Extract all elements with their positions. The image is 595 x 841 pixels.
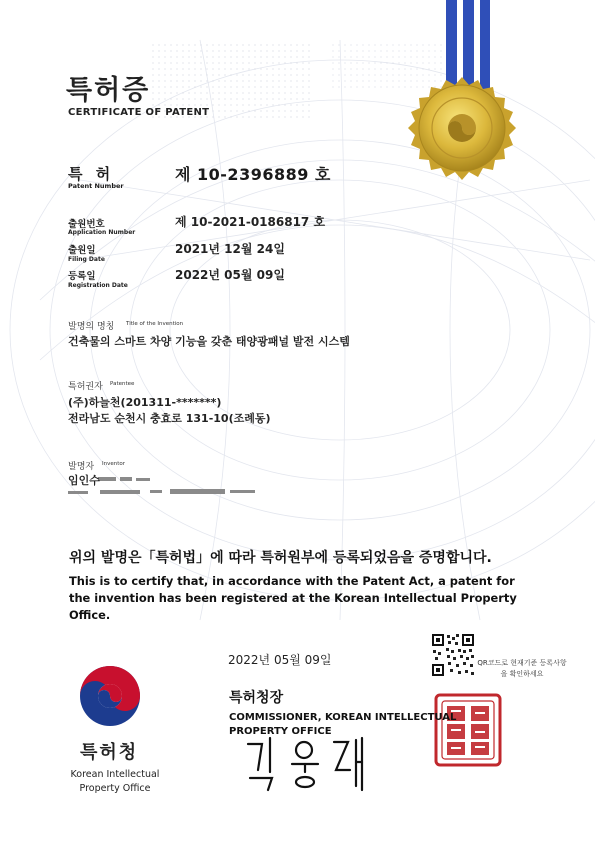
issue-date: 2022년 05월 09일 — [228, 653, 332, 667]
application-number-value: 제 10-2021-0186817 호 — [175, 215, 326, 229]
patentee-address: 전라남도 순천시 충효로 131-10(조례동) — [68, 412, 271, 425]
filing-date-label-en: Filing Date — [68, 256, 105, 263]
certificate-title: 특허증 — [66, 75, 151, 106]
patent-number-label-en: Patent Number — [68, 182, 124, 190]
invention-title-label: 발명의 명칭 — [68, 322, 115, 332]
application-number-label-en: Application Number — [68, 229, 136, 236]
invention-title-label-en: Title of the Invention — [126, 321, 184, 327]
inventor-name: 임인수 — [68, 474, 100, 487]
registration-date-label-en: Registration Date — [68, 282, 128, 289]
invention-title-value: 건축물의 스마트 차양 기능을 갖춘 태양광패널 발전 시스템 — [68, 335, 350, 348]
patent-number-value: 제 10-2396889 호 — [175, 165, 331, 184]
inventor-label-en: Inventor — [102, 461, 126, 467]
patent-number-label: 특 허 — [68, 165, 115, 183]
patentee-label-en: Patentee — [110, 381, 135, 387]
certificate-title-en: CERTIFICATE OF PATENT — [68, 107, 210, 118]
patentee-label: 특허권자 — [68, 382, 103, 392]
office-name: 특허청 — [80, 742, 139, 763]
registration-date-label: 등록일 — [68, 271, 96, 282]
qr-instruction: QR코드로 현재기준 등록사항을 확인하세요 — [477, 659, 567, 678]
commissioner-title-en: COMMISSIONER, KOREAN INTELLECTUAL PROPERTY OFFICE — [229, 712, 457, 737]
certification-text: 위의 발명은「특허법」에 따라 특허원부에 등록되었음을 증명합니다. — [69, 550, 492, 566]
filing-date-value: 2021년 12월 24일 — [175, 242, 285, 256]
office-name-en: Korean Intellectual Property Office — [70, 769, 160, 794]
inventor-label: 발명자 — [68, 462, 95, 472]
commissioner-title: 특허청장 — [229, 690, 284, 706]
registration-date-value: 2022년 05월 09일 — [175, 268, 285, 282]
filing-date-label: 출원일 — [68, 245, 96, 256]
certification-text-en: This is to certify that, in accordance with the Patent Act, a patent for the invention has been registered at the Korean Intellectual Property Office. — [69, 574, 517, 622]
patentee-name: (주)하늘천(201311-*******) — [68, 396, 222, 409]
application-number-label: 출원번호 — [68, 219, 105, 230]
